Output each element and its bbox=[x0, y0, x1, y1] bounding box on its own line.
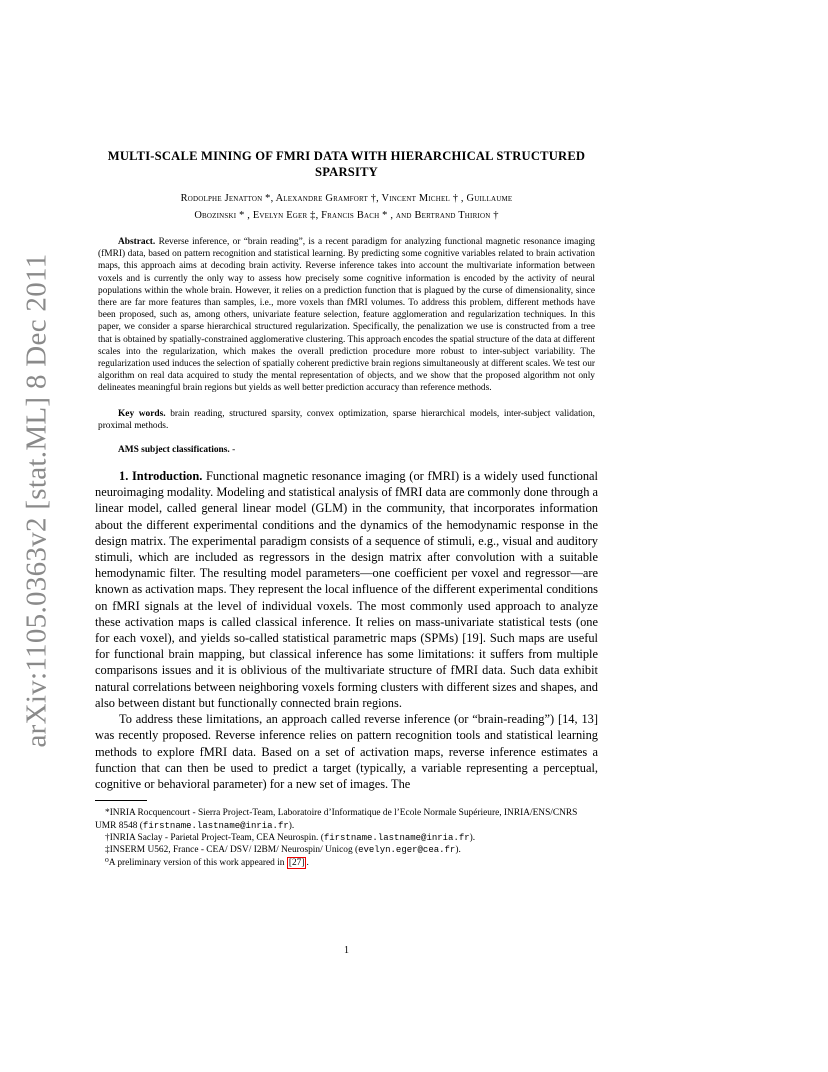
footnote-2-text: †INRIA Saclay - Parietal Project-Team, CEA Neurospin. ( bbox=[105, 832, 324, 843]
ams-classification bbox=[95, 445, 598, 455]
ams-label: AMS subject classifications. bbox=[118, 445, 230, 456]
section-heading: 1. Introduction. bbox=[119, 469, 203, 484]
footnote-2-email[interactable]: firstname.lastname@inria.fr bbox=[323, 832, 470, 843]
footnote-4-text: ⁰A preliminary version of this work appeared in bbox=[105, 857, 287, 868]
footnote-2 bbox=[95, 832, 598, 844]
footnote-divider bbox=[95, 800, 147, 801]
footnote-3-text: ‡INSERM U562, France - CEA/ DSV/ I2BM/ Neurospin/ Unicog ( bbox=[105, 845, 359, 856]
paper-title bbox=[95, 148, 598, 180]
title-line-1: MULTI-SCALE MINING OF FMRI DATA WITH HIERARCHICAL STRUCTURED bbox=[107, 149, 586, 163]
footnote-3-email[interactable]: evelyn.eger@cea.fr bbox=[358, 845, 456, 856]
intro-paragraph-1-text: Functional magnetic resonance imaging (or fMRI) is a widely used functional neuroimaging modality. Modeling and statistical analysis of fMRI data are commonly done through a linear model, called general linear model (GLM) in the community, that incorporates information about the different experimental conditions and the dynamics of the hemodynamic response in the design matrix. The experimental paradigm consists of a sequence of stimuli, e.g., visual and auditory stimuli, which are included as regressors in the design matrix after convolution with a suitable hemodynamic filter. The resulting model parameters—one coefficient per voxel and regressor—are known as activation maps. They represent the local influence of the different experimental conditions on fMRI signals at the level of individual voxels. The most commonly used approach to analyze these activation maps is called classical inference. It relies on mass-univariate statistical tests (one for each voxel), and yields so-called statistical parametric maps (SPMs) [19]. Such maps are useful for functional brain mapping, but classical inference has some limitations: it suffers from multiple comparisons issues and it is oblivious of the multivariate structure of fMRI data. Such data exhibit natural correlations between neighboring voxels forming clusters with different sizes and shapes, and also between distant but functionally connected brain regions. bbox=[95, 469, 598, 710]
paper-page bbox=[95, 148, 598, 956]
author-list bbox=[95, 190, 598, 224]
intro-paragraph-2-text: To address these limitations, an approach called reverse inference (or “brain-reading”) [14, 13] was recently proposed. Reverse inference relies on pattern recognition tools and statistical learning methods to explore fMRI data. Based on a set of activation maps, reverse inference estimates a function that can then be used to predict a target (typically, a variable representing a perceptual, cognitive or behavioral parameter) for a new set of images. The bbox=[95, 712, 598, 791]
arxiv-stamp bbox=[20, 252, 54, 748]
authors-line-1: Rodolphe Jenatton *, Alexandre Gramfort †, Vincent Michel † , Guillaume bbox=[180, 193, 513, 204]
abstract-label: Abstract. bbox=[118, 237, 156, 247]
footnote-3 bbox=[95, 844, 598, 856]
footnote-1-end: ). bbox=[288, 820, 295, 831]
keywords bbox=[95, 408, 598, 432]
footnote-4 bbox=[95, 857, 598, 869]
abstract bbox=[95, 236, 598, 395]
keywords-label: Key words. bbox=[118, 408, 166, 419]
footnote-1-email[interactable]: firstname.lastname@inria.fr bbox=[142, 820, 289, 831]
intro-paragraph-1 bbox=[95, 468, 598, 711]
ams-value: - bbox=[232, 445, 236, 456]
citation-link-27[interactable]: [27] bbox=[288, 857, 305, 868]
introduction-section bbox=[95, 468, 598, 792]
footnote-1-text: *INRIA Rocquencourt - Sierra Project-Team, Laboratoire d’Informatique de l’Ecole Normale Supérieure, INRIA/ENS/CNRS UMR 8548 ( bbox=[95, 808, 578, 831]
abstract-text: Reverse inference, or “brain reading”, is a recent paradigm for analyzing functional magnetic resonance imaging (fMRI) data, based on pattern recognition and statistical learning. By predicting some cognitive variables related to brain activation maps, this approach aims at decoding brain activity. Reverse inference takes into account the multivariate information between voxels and is currently the only way to assess how precisely some cognitive information is encoded by the activity of neural populations within the whole brain. However, it relies on a prediction function that is plagued by the curse of dimensionality, since there are far more features than samples, i.e., more voxels than fMRI volumes. To address this problem, different methods have been proposed, such as, among others, univariate feature selection, feature agglomeration and regularization techniques. In this paper, we consider a sparse hierarchical structured regularization. Specifically, the penalization we use is constructed from a tree that is obtained by spatially-constrained agglomerative clustering. This approach encodes the spatial structure of the data at different scales into the regularization, which makes the overall prediction procedure more robust to inter-subject variability. The regularization used induces the selection of spatially coherent predictive brain regions simultaneously at different scales. We test our algorithm on real data acquired to study the mental representation of objects, and we show that the proposed algorithm not only delineates meaningful brain regions but yields as well better prediction accuracy than reference methods. bbox=[98, 237, 595, 394]
footnote-1 bbox=[95, 807, 598, 832]
authors-line-2: Obozinski * , Evelyn Eger ‡, Francis Bach * , and Bertrand Thirion † bbox=[194, 210, 499, 221]
title-line-2: SPARSITY bbox=[315, 165, 378, 179]
footnote-3-end: ). bbox=[455, 845, 461, 856]
footnotes bbox=[95, 807, 598, 869]
arxiv-identifier: arXiv:1105.0363v2 [stat.ML] 8 Dec 2011 bbox=[20, 252, 53, 748]
footnote-4-end: . bbox=[306, 857, 309, 868]
page-number: 1 bbox=[344, 945, 349, 956]
keywords-text: brain reading, structured sparsity, convex optimization, sparse hierarchical models, inter-subject validation, proximal methods. bbox=[98, 408, 595, 431]
intro-paragraph-2 bbox=[95, 711, 598, 792]
footnote-2-end: ). bbox=[469, 832, 476, 843]
